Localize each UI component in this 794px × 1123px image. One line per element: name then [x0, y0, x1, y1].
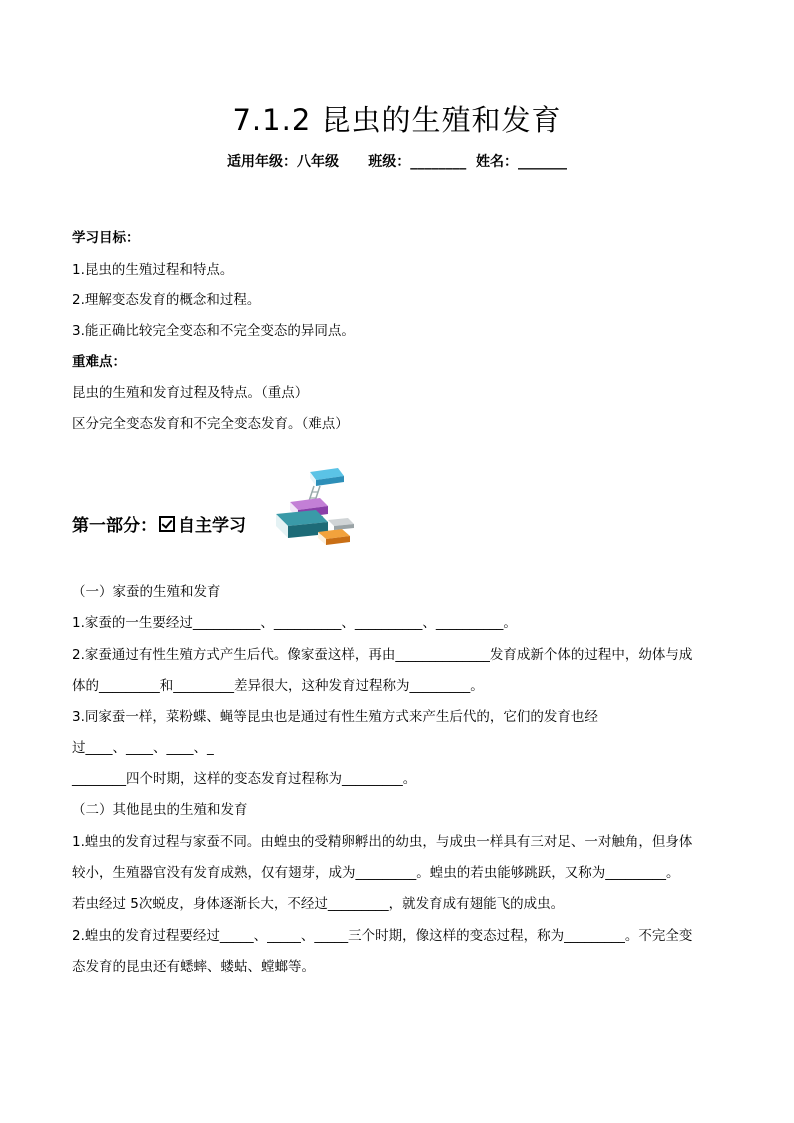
key-point-item: 区分完全变态发育和不完全变态发育。（难点）	[72, 416, 349, 432]
checked-box-icon	[159, 516, 175, 532]
student-info-line: 适用年级：八年级 班级：________ 姓名：_______	[227, 154, 567, 170]
stacked-books-icon	[272, 462, 362, 558]
key-point-item: 昆虫的生殖和发育过程及特点。（重点）	[72, 385, 309, 401]
objective-item: 1.昆虫的生殖过程和特点。	[72, 262, 234, 278]
page-title: 7.1.2 昆虫的生殖和发育	[232, 103, 562, 137]
section-one-heading: （一）家蚕的生殖和发育	[72, 584, 221, 600]
section-two-heading: （二）其他昆虫的生殖和发育	[72, 802, 248, 818]
exercise-line: 1.蝗虫的发育过程与家蚕不同。由蝗虫的受精卵孵出的幼虫，与成虫一样具有三对足、一对触角，但身体	[72, 834, 693, 850]
exercise-line: 过____、____、____、_	[72, 740, 214, 756]
part-one-prefix: 第一部分：	[72, 516, 157, 536]
exercise-line: 2.蝗虫的发育过程要经过_____、_____、_____三个时期，像这样的变态过程，称为_________。不完全变	[72, 928, 693, 944]
exercise-line: ________四个时期，这样的变态发育过程称为_________。	[72, 771, 417, 787]
key-points-heading: 重难点：	[72, 354, 126, 370]
exercise-line: 3.同家蚕一样，菜粉蝶、蝇等昆虫也是通过有性生殖方式来产生后代的，它们的发育也经	[72, 709, 598, 725]
objective-item: 2.理解变态发育的概念和过程。	[72, 292, 261, 308]
exercise-line: 较小，生殖器官没有发育成熟，仅有翅芽，成为_________。蝗虫的若虫能够跳跃，又称为_________。	[72, 865, 680, 881]
objective-item: 3.能正确比较完全变态和不完全变态的异同点。	[72, 323, 355, 339]
exercise-line: 若虫经过 5次蜕皮，身体逐渐长大，不经过_________，就发育成有翅能飞的成虫。	[72, 896, 565, 912]
exercise-line: 态发育的昆虫还有蟋蟀、蝼蛄、螳螂等。	[72, 959, 315, 975]
exercise-line: 2.家蚕通过有性生殖方式产生后代。像家蚕这样，再由______________发育成新个体的过程中，幼体与成	[72, 647, 693, 663]
part-one-suffix: 自主学习	[178, 516, 246, 536]
part-one-heading	[72, 511, 246, 536]
exercise-line: 1.家蚕的一生要经过__________、__________、__________、__________。	[72, 615, 517, 631]
objectives-heading: 学习目标：	[72, 230, 140, 246]
exercise-line: 体的_________和_________差异很大，这种发育过程称为_________。	[72, 678, 484, 694]
